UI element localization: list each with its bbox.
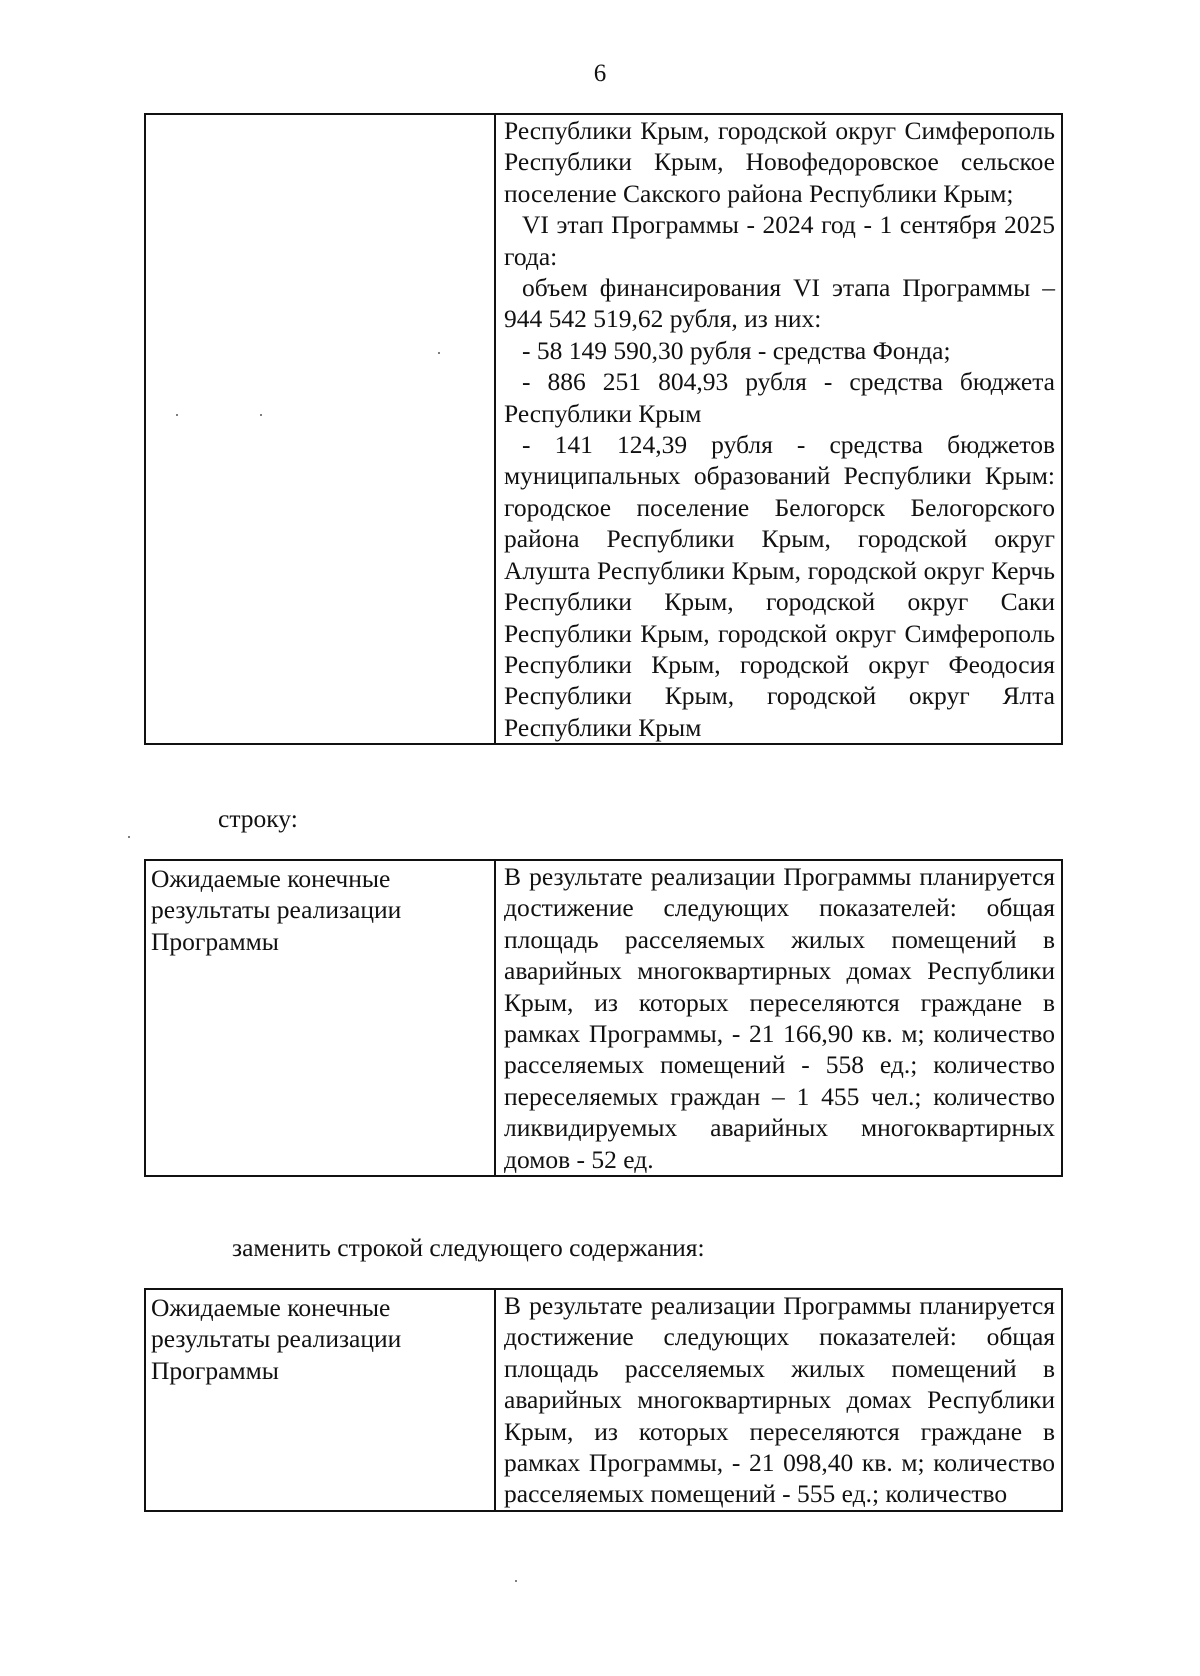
table-row (145, 860, 1062, 1176)
table1-paragraph: Республики Крым, городской округ Симферополь Республики Крым, Новофедоровское сельское поселение Сакского района Республики Крым; (504, 116, 1055, 208)
table-row (145, 114, 1062, 744)
scan-speck (128, 836, 130, 838)
scan-speck (515, 1580, 517, 1582)
table-row (145, 1289, 1062, 1511)
replace-row-label: строку: (218, 804, 298, 833)
table1-paragraph: - 141 124,39 рубля - средства бюджетов муниципальных образований Республики Крым: городское поселение Белогорск Белогорского района Республики Крым, городской округ Алушта Республики Крым, городской округ Керчь Республики Крым, городской округ Саки Республики Крым, городской округ Симферополь Республики Крым, городской округ Феодосия Республики Крым, городской округ Ялта Республики Крым (504, 430, 1055, 742)
table3-right-cell (495, 1289, 1062, 1511)
table2-right-cell (495, 860, 1062, 1176)
table3-paragraph: В результате реализации Программы планируется достижение следующих показателей: общая площадь расселяемых жилых помещений в аварийных многоквартирных домах Республики Крым, из которых переселяются граждане в рамках Программы, - 21 098,40 кв. м; количество расселяемых помещений - 555 ед.; количество (504, 1291, 1055, 1509)
table1-paragraph: объем финансирования VI этапа Программы – 944 542 519,62 рубля, из них: (504, 273, 1055, 334)
table1-right-cell (495, 114, 1062, 744)
table3-left-cell: Ожидаемые конечные результаты реализации Программы (145, 1289, 495, 1511)
table1-paragraph: VI этап Программы - 2024 год - 1 сентября 2025 года: (504, 210, 1055, 271)
page-number: 6 (593, 60, 607, 87)
replacement-label: заменить строкой следующего содержания: (232, 1233, 705, 1262)
scan-speck (438, 352, 440, 354)
table1-paragraph: - 58 149 590,30 рубля - средства Фонда; (522, 335, 951, 365)
old-results-table (144, 859, 1063, 1177)
table1-paragraph: - 886 251 804,93 рубля - средства бюджета Республики Крым (504, 367, 1055, 428)
table1-left-cell (145, 114, 495, 744)
scan-speck (260, 414, 262, 416)
scan-speck (176, 414, 178, 416)
new-results-table (144, 1288, 1063, 1512)
table2-paragraph: В результате реализации Программы планируется достижение следующих показателей: общая площадь расселяемых жилых помещений в аварийных многоквартирных домах Республики Крым, из которых переселяются граждане в рамках Программы, - 21 166,90 кв. м; количество расселяемых помещений - 558 ед.; количество переселяемых граждан – 1 455 чел.; количество ликвидируемых аварийных многоквартирных домов - 52 ед. (504, 862, 1055, 1174)
table2-left-cell: Ожидаемые конечные результаты реализации Программы (145, 860, 495, 1176)
funding-table-continuation (144, 113, 1063, 745)
